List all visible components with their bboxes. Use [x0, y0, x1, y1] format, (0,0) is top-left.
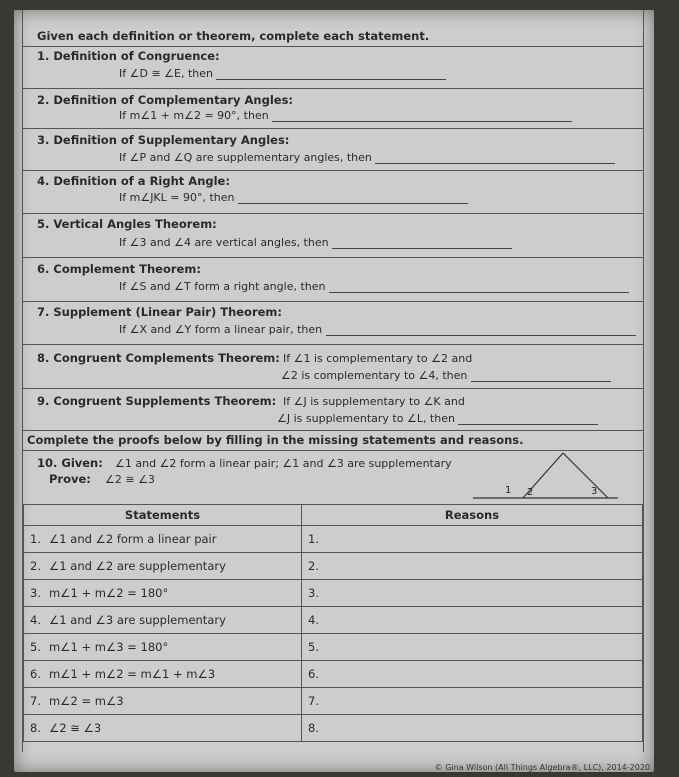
item-1-statement: If ∠D ≅ ∠E, then — [119, 67, 446, 80]
item-5-title: 5. Vertical Angles Theorem: — [37, 217, 217, 231]
table-row — [24, 715, 643, 742]
angle-label-3: 3 — [591, 486, 598, 497]
item-3-statement: If ∠P and ∠Q are supplementary angles, then — [119, 151, 615, 164]
item-5-blank[interactable] — [332, 237, 512, 249]
item-1-title: 1. Definition of Congruence: — [37, 49, 220, 63]
statement-text: m∠1 + m∠2 = m∠1 + m∠3 — [48, 667, 216, 681]
item-7-blank[interactable] — [326, 324, 636, 336]
reasons-header: Reasons — [302, 505, 643, 526]
statement-cell — [24, 661, 302, 688]
proof-10-prove: ∠2 ≅ ∠3 — [105, 473, 155, 486]
statement-number: 5. — [30, 640, 41, 654]
item-8-line-2: ∠2 is complementary to ∠4, then — [281, 369, 611, 382]
item-4-title: 4. Definition of a Right Angle: — [37, 174, 230, 188]
reason-cell[interactable]: 6. — [302, 661, 643, 688]
table-row — [24, 661, 643, 688]
item-6-statement: If ∠S and ∠T form a right angle, then — [119, 280, 629, 293]
statement-text: m∠2 = m∠3 — [48, 694, 124, 708]
statement-number: 3. — [30, 586, 41, 600]
angle-label-2: 2 — [527, 487, 534, 498]
statement-text: m∠1 + m∠3 = 180° — [48, 640, 169, 654]
table-row — [24, 688, 643, 715]
statement-text: m∠1 + m∠2 = 180° — [48, 586, 169, 600]
reason-cell[interactable]: 7. — [302, 688, 643, 715]
statement-text: ∠1 and ∠2 form a linear pair — [48, 532, 217, 546]
item-8-blank[interactable] — [471, 370, 611, 382]
statement-number: 6. — [30, 667, 41, 681]
worksheet-page — [14, 10, 654, 772]
item-7-statement: If ∠X and ∠Y form a linear pair, then — [119, 323, 636, 336]
item-9-line-2: ∠J is supplementary to ∠L, then — [277, 412, 598, 425]
item-6-title: 6. Complement Theorem: — [37, 262, 201, 276]
item-7-title: 7. Supplement (Linear Pair) Theorem: — [37, 305, 283, 319]
item-9-blank[interactable] — [458, 413, 598, 425]
reason-cell[interactable]: 5. — [302, 634, 643, 661]
item-1-blank[interactable] — [216, 68, 446, 80]
item-4-statement: If m∠JKL = 90°, then — [119, 191, 468, 204]
reason-cell[interactable]: 3. — [302, 580, 643, 607]
statement-number: 4. — [30, 613, 41, 627]
statement-number: 2. — [30, 559, 41, 573]
statement-cell — [24, 580, 302, 607]
statement-number: 7. — [30, 694, 41, 708]
statement-number: 8. — [30, 721, 41, 735]
item-2-title: 2. Definition of Complementary Angles: — [37, 93, 294, 107]
item-2-blank[interactable] — [272, 110, 572, 122]
proof-10-given-label: 10. Given: — [37, 456, 103, 470]
table-row — [24, 526, 643, 553]
proof-table — [23, 504, 643, 742]
item-3-blank[interactable] — [375, 152, 615, 164]
item-8-line-1: If ∠1 is complementary to ∠2 and — [283, 352, 473, 365]
copyright-footer: © Gina Wilson (All Things Algebra®, LLC), 2014-2020 — [434, 763, 650, 772]
proof-10-given: ∠1 and ∠2 form a linear pair; ∠1 and ∠3 are supplementary — [115, 457, 452, 470]
item-5-statement: If ∠3 and ∠4 are vertical angles, then — [119, 236, 512, 249]
statement-text: ∠1 and ∠3 are supplementary — [48, 613, 226, 627]
reason-cell[interactable]: 2. — [302, 553, 643, 580]
item-6-blank[interactable] — [329, 281, 629, 293]
statement-cell — [24, 634, 302, 661]
triangle-diagram — [463, 448, 623, 503]
table-row — [24, 580, 643, 607]
table-row — [24, 634, 643, 661]
statement-cell — [24, 688, 302, 715]
statement-cell — [24, 607, 302, 634]
item-9-line-1: If ∠J is supplementary to ∠K and — [283, 395, 465, 408]
statement-text: ∠1 and ∠2 are supplementary — [48, 559, 226, 573]
statement-cell — [24, 553, 302, 580]
table-row — [24, 607, 643, 634]
proof-instructions: Complete the proofs below by filling in the missing statements and reasons. — [27, 433, 524, 447]
item-4-blank[interactable] — [238, 192, 468, 204]
item-8-title: 8. Congruent Complements Theorem: — [37, 351, 280, 365]
statement-number: 1. — [30, 532, 41, 546]
item-9-title: 9. Congruent Supplements Theorem: — [37, 394, 277, 408]
item-3-title: 3. Definition of Supplementary Angles: — [37, 133, 290, 147]
instructions-header: Given each definition or theorem, complete each statement. — [37, 29, 430, 43]
angle-label-1: 1 — [505, 485, 512, 496]
statement-cell — [24, 526, 302, 553]
item-2-statement: If m∠1 + m∠2 = 90°, then — [119, 109, 572, 122]
reason-cell[interactable]: 8. — [302, 715, 643, 742]
statement-text: ∠2 ≅ ∠3 — [48, 721, 102, 735]
reason-cell[interactable]: 1. — [302, 526, 643, 553]
table-row — [24, 553, 643, 580]
reason-cell[interactable]: 4. — [302, 607, 643, 634]
proof-10-prove-label: Prove: — [49, 472, 91, 486]
statement-cell — [24, 715, 302, 742]
worksheet-frame — [22, 10, 644, 752]
statements-header: Statements — [24, 505, 302, 526]
